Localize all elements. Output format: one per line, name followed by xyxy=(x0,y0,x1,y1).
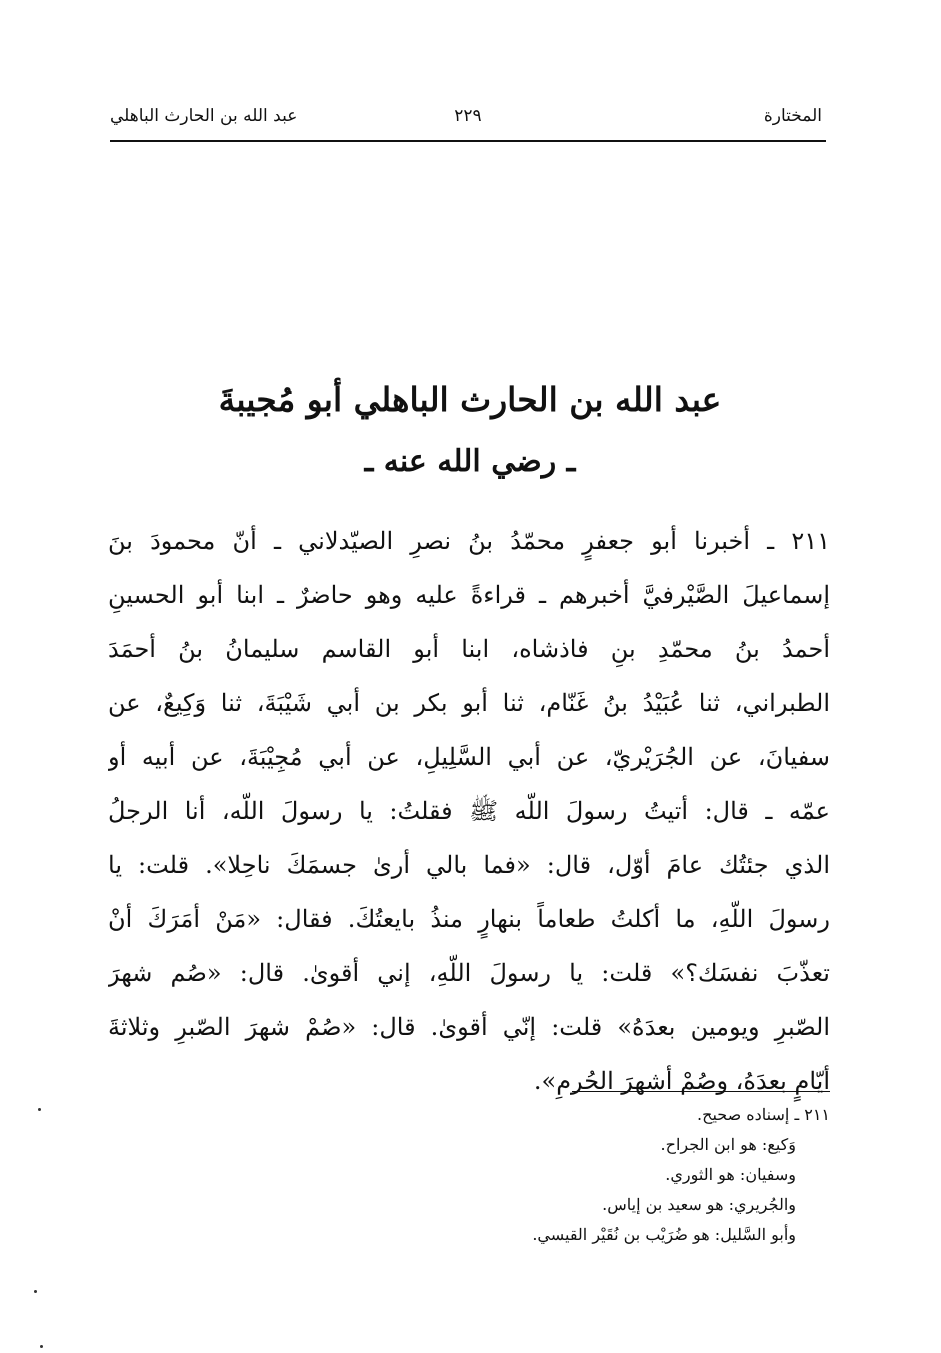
scan-speck xyxy=(40,1345,43,1348)
hadith-body xyxy=(108,514,830,1108)
footnote-divider xyxy=(572,1091,830,1092)
body-line: رسولَ اللّهِ، ما أكلتُ طعاماً بنهارٍ منذُ بايعتُكَ. فقال: «مَنْ أمَرَكَ أنْ xyxy=(108,905,830,933)
body-line: أحمدُ بنُ محمّدِ بنِ فاذشاه، ابنا أبو القاسم سليمانُ بنُ أحمَدَ xyxy=(108,635,830,663)
body-line: ٢١١ ـ أخبرنا أبو جعفرٍ محمّدُ بنُ نصرِ الصيّدلاني ـ أنّ محمودَ بنَ xyxy=(108,527,830,555)
scan-speck xyxy=(38,1108,41,1111)
footnotes xyxy=(400,1100,830,1250)
footnote-line: ٢١١ ـ إسناده صحيح. xyxy=(697,1105,830,1124)
body-line: سفيانَ، عن الجُرَيْريّ، عن أبي السَّلِيلِ، عن أبي مُجِيْبَةَ، عن أبيه أو xyxy=(108,743,830,771)
body-line: عمّه ـ قال: أتيتُ رسولَ اللّه ﷺ فقلتُ: يا رسولَ اللّه، أنا الرجلُ xyxy=(108,797,830,825)
body-line: الطبراني، ثنا عُبَيْدُ بنُ غَنّام، ثنا أبو بكر بن أبي شَيْبَةَ، ثنا وَكِيعٌ، عن xyxy=(108,689,830,717)
scan-speck xyxy=(34,1290,37,1293)
page-number: ٢٢٩ xyxy=(454,106,482,126)
footnote-line: وأبو السَّليل: هو ضُرَيْب بن نُقَيْر القيسي. xyxy=(532,1225,796,1244)
body-line: إسماعيلَ الصَّيْرفيَّ أخبرهم ـ قراءةً عليه وهو حاضرٌ ـ ابنا أبو الحسينِ xyxy=(108,581,830,609)
body-line: أيّامٍ بعدَهُ، وصُمْ أشهرَ الحُرمِ». xyxy=(533,1067,830,1095)
chapter-title: عبد الله بن الحارث الباهلي أبو مُجيبةَ xyxy=(218,380,722,419)
book-title: المختارة xyxy=(763,106,822,126)
chapter-running-title: عبد الله بن الحارث الباهلي xyxy=(110,106,298,126)
body-line: الصّبرِ ويومين بعدَهُ» قلت: إنّي أقوىٰ. قال: «صُمْ شهرَ الصّبرِ وثلاثةَ xyxy=(108,1013,830,1041)
chapter-subtitle: ـ رضي الله عنه ـ xyxy=(364,444,576,479)
footnote-line: وَكيع: هو ابن الجراح. xyxy=(660,1135,796,1154)
footnote-line: والجُريري: هو سعيد بن إياس. xyxy=(602,1195,796,1214)
body-line: تعذّبَ نفسَك؟» قلت: يا رسولَ اللّهِ، إني أقوىٰ. قال: «صُم شهرَ xyxy=(108,959,830,987)
running-header xyxy=(110,100,826,142)
body-line: الذي جئتُك عامَ أوّل، قال: «فما بالي أرىٰ جسمَكَ ناحِلا». قلت: يا xyxy=(108,851,830,879)
footnote-line: وسفيان: هو الثوري. xyxy=(665,1165,796,1184)
